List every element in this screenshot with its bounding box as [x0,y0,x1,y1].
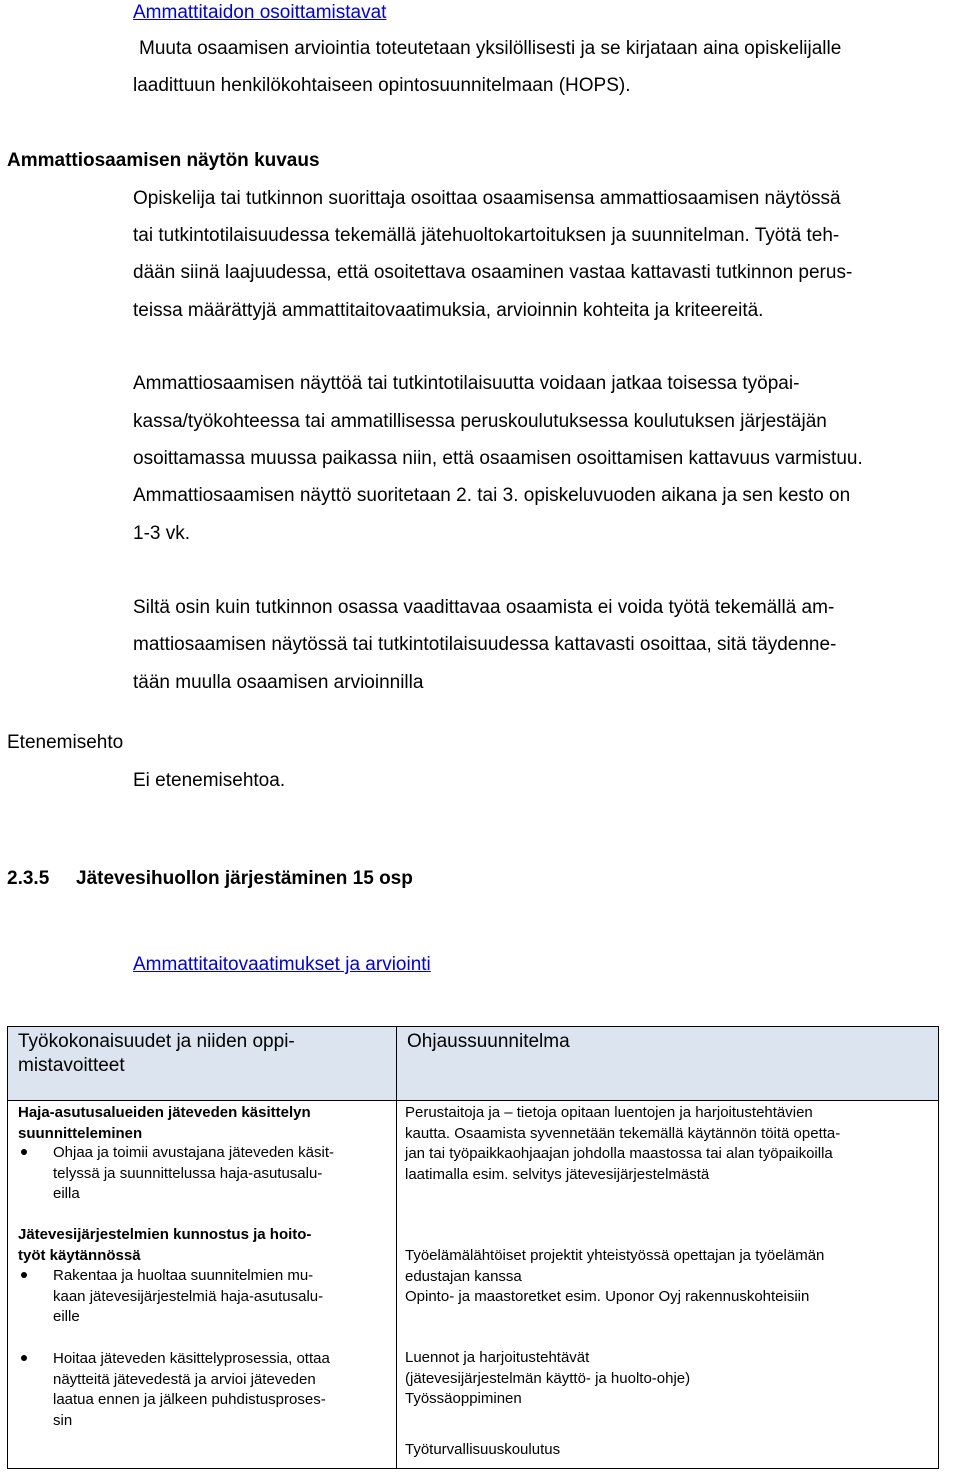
demonstration-heading: Ammattiosaamisen näytön kuvaus [7,150,320,171]
para2-line-5: 1-3 vk. [133,523,191,544]
para3-line-1: Siltä osin kuin tutkinnon osassa vaadittavaa osaamista ei voida työtä tekemällä am- [133,597,835,618]
para2-line-2: kassa/työkohteessa tai ammatillisessa peruskoulutuksessa koulutuksen järjestäjän [133,411,827,432]
assessment-text-line-1: Muuta osaamisen arviointia toteutetaan yksilöllisesti ja se kirjataan aina opiskelijalle [139,38,842,59]
assessment-text-line-2: laadittuun henkilökohtaiseen opintosuunnitelmaan (HOPS). [133,75,631,96]
col1-header-text: Työkokonaisuudet ja niiden oppi- mistavoitteet [18,1031,295,1076]
para3-line-3: tään muulla osaamisen arvioinnilla [133,672,424,693]
group2-title: Jätevesijärjestelmien kunnostus ja hoito- työt käytännössä [18,1226,312,1264]
group1-bullet-1: Ohjaa ja toimii avustajana jäteveden käsit- telyssä ja suunnittelussa haja-asutusalu- eilla [53,1144,334,1202]
guidance-block-1: Perustaitoja ja – tietoja opitaan luentojen ja harjoitustehtävien kautta. Osaamista syvennetään tekemällä käytännön töitä opetta- jan tai työpaikkaohjaajan johdolla maastossa tai alan työpaikoilla laatimalla esim. selvitys jätevesijärjestelmästä [405,1104,841,1183]
group2-bullet-1: Rakentaa ja huoltaa suunnitelmien mu- kaan jätevesijärjestelmiä haja-asutusalu- eille [53,1267,324,1325]
para2-line-3: osoittamassa muussa paikassa niin, että osaamisen osoittamisen kattavuus varmistuu. [133,448,863,469]
progression-text: Ei etenemisehtoa. [133,770,286,791]
group2-bullet-2: Hoitaa jäteveden käsittelyprosessia, ottaa näytteitä jätevedestä ja arvioi jäteveden laatua ennen ja jälkeen puhdistusproses- sin [53,1350,330,1429]
table-cell-right [397,1101,939,1469]
curriculum-table [7,1026,939,1469]
para1-line-2: tai tutkintotilaisuudessa tekemällä jätehuoltokartoituksen ja suunnitelman. Työtä teh- [133,225,840,246]
guidance-block-3: Luennot ja harjoitustehtävät (jätevesijärjestelmän käyttö- ja huolto-ohje) Työssäoppiminen [405,1349,691,1407]
para2-line-1: Ammattiosaamisen näyttöä tai tutkintotilaisuutta voidaan jatkaa toisessa työpai- [133,373,800,394]
para1-line-1: Opiskelija tai tutkinnon suorittaja osoittaa osaamisensa ammattiosaamisen näytössä [133,188,841,209]
section-number: 2.3.5 [7,868,50,889]
guidance-block-2: Työelämälähtöiset projektit yhteistyössä opettajan ja työelämän edustajan kanssa Opinto- ja maastoretket esim. Uponor Oyj rakennuskohteisiin [405,1247,825,1305]
para1-line-3: dään siinä laajuudessa, että osoitettava osaaminen vastaa kattavasti tutkinnon perus- [133,262,853,283]
bullet-dot [21,1272,27,1278]
assessment-methods-link[interactable]: Ammattitaidon osoittamistavat [133,2,387,23]
table-cell-left [8,1101,397,1469]
progression-heading: Etenemisehto [7,732,124,753]
table-header-col2 [397,1027,939,1101]
section-title: Jätevesihuollon järjestäminen 15 osp [76,868,413,889]
bullet-dot [21,1149,27,1155]
guidance-block-4: Työturvallisuuskoulutus [405,1441,561,1458]
para2-line-4: Ammattiosaamisen näyttö suoritetaan 2. tai 3. opiskeluvuoden aikana ja sen kesto on [133,485,851,506]
bullet-dot [21,1355,27,1361]
para1-line-4: teissa määrättyjä ammattitaitovaatimuksia, arvioinnin kohteita ja kriteereitä. [133,300,764,321]
col2-header-text: Ohjaussuunnitelma [407,1031,570,1052]
skills-assessment-link[interactable]: Ammattitaitovaatimukset ja arviointi [133,954,431,975]
para3-line-2: mattiosaamisen näytössä tai tutkintotilaisuudessa kattavasti osoittaa, sitä täydenne- [133,634,837,655]
group1-title: Haja-asutusalueiden jäteveden käsittelyn suunnitteleminen [18,1104,311,1142]
table-header-col1 [8,1027,397,1101]
